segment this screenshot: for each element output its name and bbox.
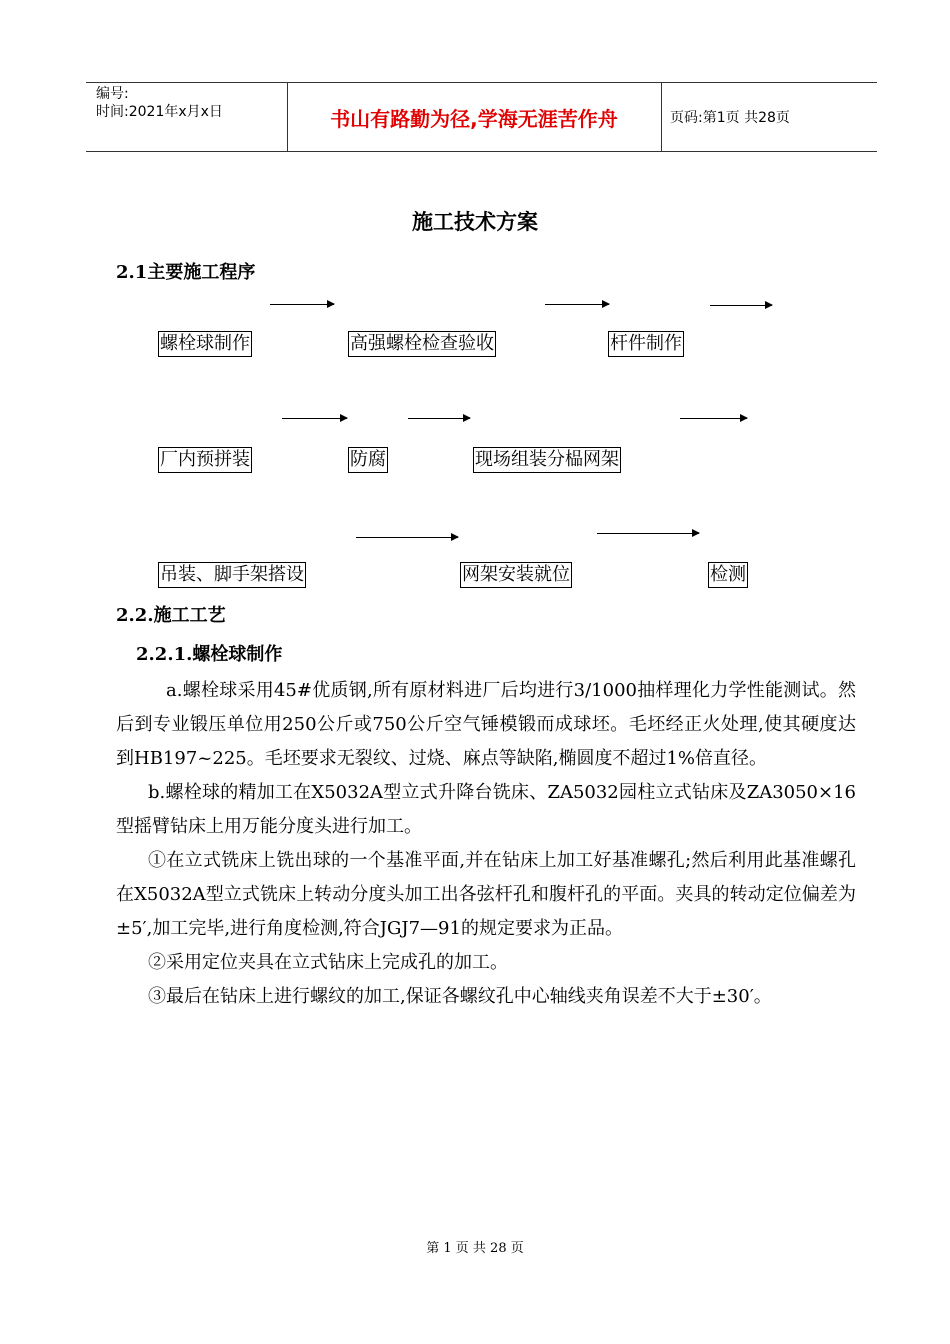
header-motto: 书山有路勤为径,学海无涯苦作舟 [330,107,618,131]
header-info [96,85,286,121]
body-text [116,674,856,1014]
flow-arrow [408,418,470,419]
section-heading: 2.1主要施工程序 [116,262,256,283]
flow-step: 厂内预拼装 [158,447,252,473]
subsection-heading: 2.2.1.螺栓球制作 [136,644,283,665]
flow-step: 网架安装就位 [460,562,572,588]
flow-arrow [710,305,772,306]
flow-arrow [282,418,347,419]
flow-arrow [597,533,699,534]
header-divider [661,83,662,151]
document-time-label: 时间:2021年x月x日 [96,104,223,120]
flow-arrow [356,537,458,538]
flow-step: 检测 [708,562,748,588]
flow-step: 防腐 [348,447,388,473]
page-footer: 第 1 页 共 28 页 [426,1241,524,1256]
flow-step: 螺栓球制作 [158,331,252,357]
header-page-label: 页码:第1页 共28页 [670,110,790,126]
flow-step: 吊装、脚手架搭设 [158,562,306,588]
paragraph: ②采用定位夹具在立式钻床上完成孔的加工。 [148,952,508,973]
paragraph: ①在立式铣床上铣出球的一个基准平面,并在钻床上加工好基准螺孔;然后利用此基准螺孔在X5032A型立式铣床上转动分度头加工出各弦杆孔和腹杆孔的平面。夹具的转动定位偏差为±5′,加工完毕,进行角度检测,符合JGJ7—91的规定要求为正品。 [116,850,856,939]
flow-arrow [545,304,609,305]
flow-arrow [680,418,747,419]
section-heading: 2.2.施工工艺 [116,605,226,626]
flow-step: 现场组装分榀网架 [473,447,621,473]
flow-step: 高强螺栓检查验收 [348,331,496,357]
page-header [86,82,877,152]
flow-arrow [270,304,334,305]
document-number-label: 编号: [96,86,129,102]
paragraph: ③最后在钻床上进行螺纹的加工,保证各螺纹孔中心轴线夹角误差不大于±30′。 [148,986,772,1007]
paragraph: b.螺栓球的精加工在X5032A型立式升降台铣床、ZA5032园柱立式钻床及ZA3050×16型摇臂钻床上用万能分度头进行加工。 [116,782,856,837]
flow-step: 杆件制作 [608,331,684,357]
document-title: 施工技术方案 [412,209,538,234]
paragraph: a.螺栓球采用45#优质钢,所有原材料进厂后均进行3/1000抽样理化力学性能测试。然后到专业锻压单位用250公斤或750公斤空气锤模锻而成球坯。毛坯经正火处理,使其硬度达到HB197~225。毛坯要求无裂纹、过烧、麻点等缺陷,椭圆度不超过1%倍直径。 [116,680,856,769]
